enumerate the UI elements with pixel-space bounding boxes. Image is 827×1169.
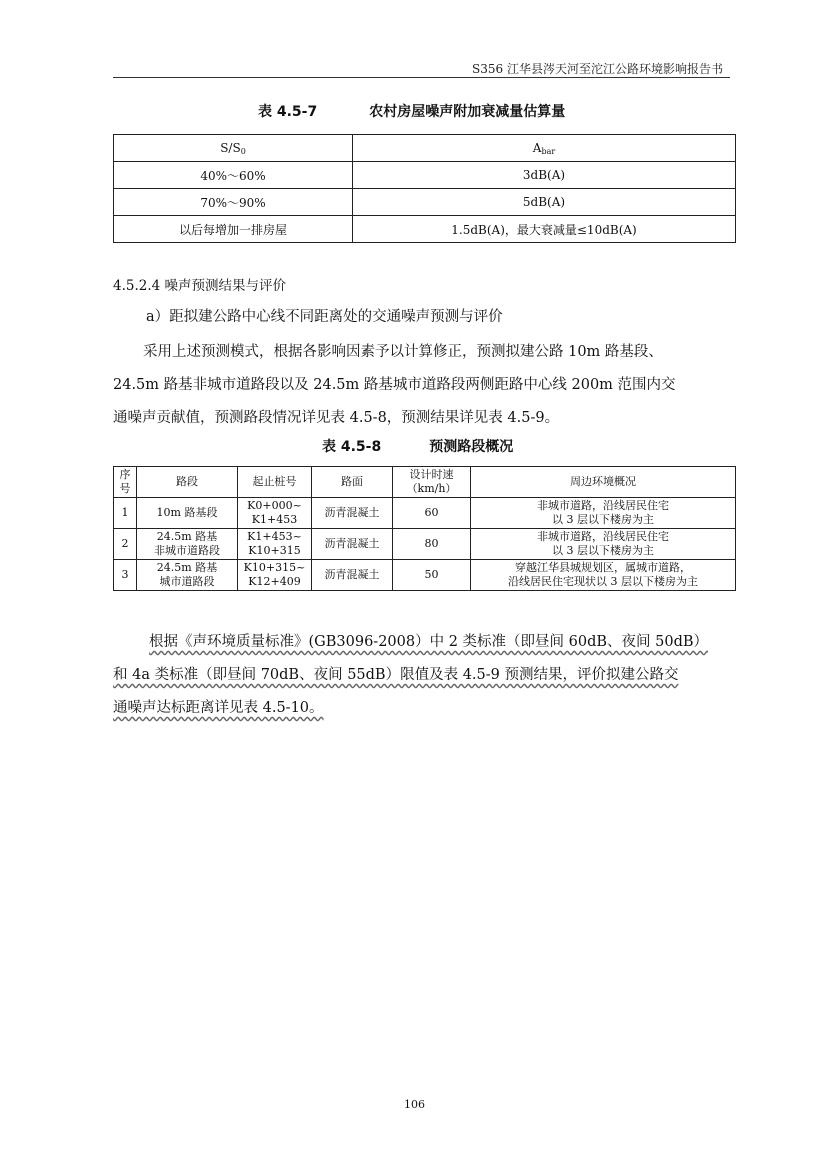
table-cell [471,498,736,529]
paragraph-2-line-2: 和 4a 类标准（即昼间 70dB、夜间 55dB）限值及表 4.5-9 预测结果，评价拟建公路交 [113,667,679,683]
table-cell: 沥青混凝土 [312,560,393,591]
environment-line-1: 非城市道路，沿线居民住宅 [537,499,669,512]
table-cell [471,560,736,591]
table2-header-station: 起止桩号 [238,467,312,498]
table2-header-speed [393,467,471,498]
table-cell: 3dB(A) [353,162,736,189]
table-cell: 50 [393,560,471,591]
header-speed-line-1: 设计时速 [409,468,454,481]
segment-line-1: 24.5m 路基 [156,530,218,543]
environment-line-2: 以 3 层以下楼房为主 [552,544,654,557]
environment-line-2: 以 3 层以下楼房为主 [552,513,654,526]
segment-line-1: 24.5m 路基 [156,561,218,574]
table-cell [238,560,312,591]
table-cell [137,560,238,591]
table1-caption-no: 表 4.5-7 [258,104,318,120]
table-cell: 3 [114,560,137,591]
environment-line-1: 非城市道路，沿线居民住宅 [537,530,669,543]
table-cell: 以后每增加一排房屋 [114,216,353,243]
table-cell [471,529,736,560]
paragraph-2-line-3: 通噪声达标距离详见表 4.5-10。 [113,700,324,716]
station-start: K1+453~ [247,530,302,543]
table2-caption-no: 表 4.5-8 [322,439,382,455]
table1-caption [258,101,565,121]
paragraph-1-line-2: 24.5m 路基非城市道路段以及 24.5m 路基城市道路段两侧距路中心线 200m 范围内交 [113,377,676,393]
table-cell [238,498,312,529]
station-end: K10+315 [248,544,301,557]
table1-header-ratio [114,135,353,162]
section-subheading: a）距拟建公路中心线不同距离处的交通噪声预测与评价 [146,309,503,325]
table-cell [238,529,312,560]
table-cell: 70%～90% [114,189,353,216]
environment-line-1: 穿越江华县城规划区，属城市道路， [515,561,691,574]
table-cell [137,529,238,560]
paragraph-1-line-3: 通噪声贡献值，预测路段情况详见表 4.5-8，预测结果详见表 4.5-9。 [113,410,560,426]
table1-header-abar [353,135,736,162]
segment-line: 10m 路基段 [156,506,218,519]
station-end: K12+409 [248,575,301,588]
ratio-label: S/S [220,140,241,155]
paragraph-1 [113,336,730,435]
header-no-line-2: 号 [119,482,131,495]
table-cell [137,498,238,529]
table-cell: 40%～60% [114,162,353,189]
abar-subscript: bar [541,146,556,156]
table-row [114,162,736,189]
table2-caption [322,436,513,456]
table-row [114,529,736,560]
table-cell: 1 [114,498,137,529]
table-cell: 80 [393,529,471,560]
table-cell: 沥青混凝土 [312,498,393,529]
table2-header-no [114,467,137,498]
table1-caption-title: 农村房屋噪声附加衰减量估算量 [369,104,566,120]
paragraph-1-line-1: 采用上述预测模式，根据各影响因素予以计算修正，预测拟建公路 10m 路基段、 [143,344,663,360]
table-cell: 2 [114,529,137,560]
segment-line-2: 非城市道路段 [154,544,220,557]
table2-caption-title: 预测路段概况 [429,439,514,455]
table-row [114,498,736,529]
table1-header-row [114,135,736,162]
paragraph-2 [113,626,730,725]
station-end: K1+453 [251,513,298,526]
header-speed-line-2: （km/h） [406,482,457,495]
running-header-title: S356 江华县涔天河至沱江公路环境影响报告书 [472,62,723,76]
header-rule [113,77,730,78]
header-no-line-1: 序 [119,468,131,481]
station-start: K10+315~ [243,561,306,574]
table-row [114,216,736,243]
table-cell: 5dB(A) [353,189,736,216]
table-cell: 沥青混凝土 [312,529,393,560]
ratio-subscript: 0 [240,146,246,156]
table2 [113,466,736,591]
table1 [113,134,736,243]
table-cell: 60 [393,498,471,529]
station-start: K0+000~ [247,499,302,512]
section-heading: 4.5.2.4 噪声预测结果与评价 [113,278,287,294]
segment-line-2: 城市道路段 [159,575,215,588]
page-number: 106 [404,1098,425,1111]
table-row [114,560,736,591]
table-row [114,189,736,216]
abar-label: A [532,140,542,155]
table-cell: 1.5dB(A)，最大衰减量≤10dB(A) [353,216,736,243]
table2-header-segment: 路段 [137,467,238,498]
table2-header-environment: 周边环境概况 [471,467,736,498]
environment-line-2: 沿线居民住宅现状以 3 层以下楼房为主 [508,575,698,588]
table2-header-surface: 路面 [312,467,393,498]
paragraph-2-line-1: 根据《声环境质量标准》(GB3096-2008）中 2 类标准（即昼间 60dB、夜间 50dB） [149,634,709,650]
table2-header-row [114,467,736,498]
